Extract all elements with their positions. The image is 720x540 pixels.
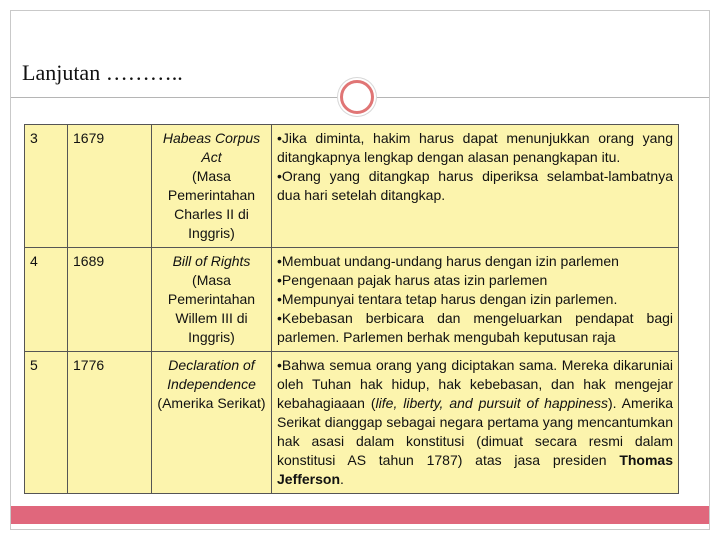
rights-history-table <box>24 124 679 494</box>
row-description <box>272 352 679 494</box>
description-point: •Jika diminta, hakim harus dapat menunjukkan orang yang ditangkapnya lengkap dengan alasan penangkapan itu. <box>277 130 673 165</box>
row-document <box>152 248 272 352</box>
row-description <box>272 125 679 248</box>
document-note: (Amerika Serikat) <box>157 395 266 411</box>
row-description <box>272 248 679 352</box>
document-title: Declaration of Independence <box>167 357 256 392</box>
document-title: Bill of Rights <box>172 253 251 269</box>
decorative-ring-icon <box>340 80 374 114</box>
table-row <box>25 352 679 494</box>
row-year: 1679 <box>68 125 152 248</box>
description-point: •Orang yang ditangkap harus diperiksa selambat-lambatnya dua hari setelah ditangkap. <box>277 168 673 203</box>
row-year: 1689 <box>68 248 152 352</box>
description-bold-name: Thomas Jefferson <box>277 452 673 487</box>
description-italic: life, liberty, and pursuit of happiness <box>375 395 608 411</box>
row-number: 4 <box>25 248 68 352</box>
row-number: 3 <box>25 125 68 248</box>
document-note: (Masa Pemerintahan Charles II di Inggris) <box>167 168 256 241</box>
description-end: . <box>340 471 344 487</box>
table-row <box>25 125 679 248</box>
row-number: 5 <box>25 352 68 494</box>
description-point: •Membuat undang-undang harus dengan izin parlemen <box>277 253 619 269</box>
document-note: (Masa Pemerintahan Willem III di Inggris) <box>167 272 256 345</box>
description-point: •Mempunyai tentara tetap harus dengan izin parlemen. <box>277 291 618 307</box>
table-row <box>25 248 679 352</box>
description-text: •Bahwa semua orang yang diciptakan sama. Mereka dikaruniai oleh Tuhan hak hidup, hak kebebasan, dan hak mengejar kebahagiaaan ( <box>277 357 673 411</box>
slide-title: Lanjutan ……….. <box>22 60 183 85</box>
description-point: •Pengenaan pajak harus atas izin parlemen <box>277 272 548 288</box>
row-document <box>152 125 272 248</box>
document-title: Habeas Corpus Act <box>162 130 261 165</box>
description-point: •Kebebasan berbicara dan mengeluarkan pendapat bagi parlemen. Parlemen berhak mengubah keputusan raja <box>277 310 673 345</box>
row-document <box>152 352 272 494</box>
description-text: ). Amerika Serikat dianggap sebagai negara pertama yang mencantumkan hak asasi dalam konstitusi (dimuat secara resmi dalam konstitusi AS tahun 1787) atas jasa presiden <box>277 395 674 468</box>
row-year: 1776 <box>68 352 152 494</box>
bottom-accent-band <box>11 506 709 524</box>
